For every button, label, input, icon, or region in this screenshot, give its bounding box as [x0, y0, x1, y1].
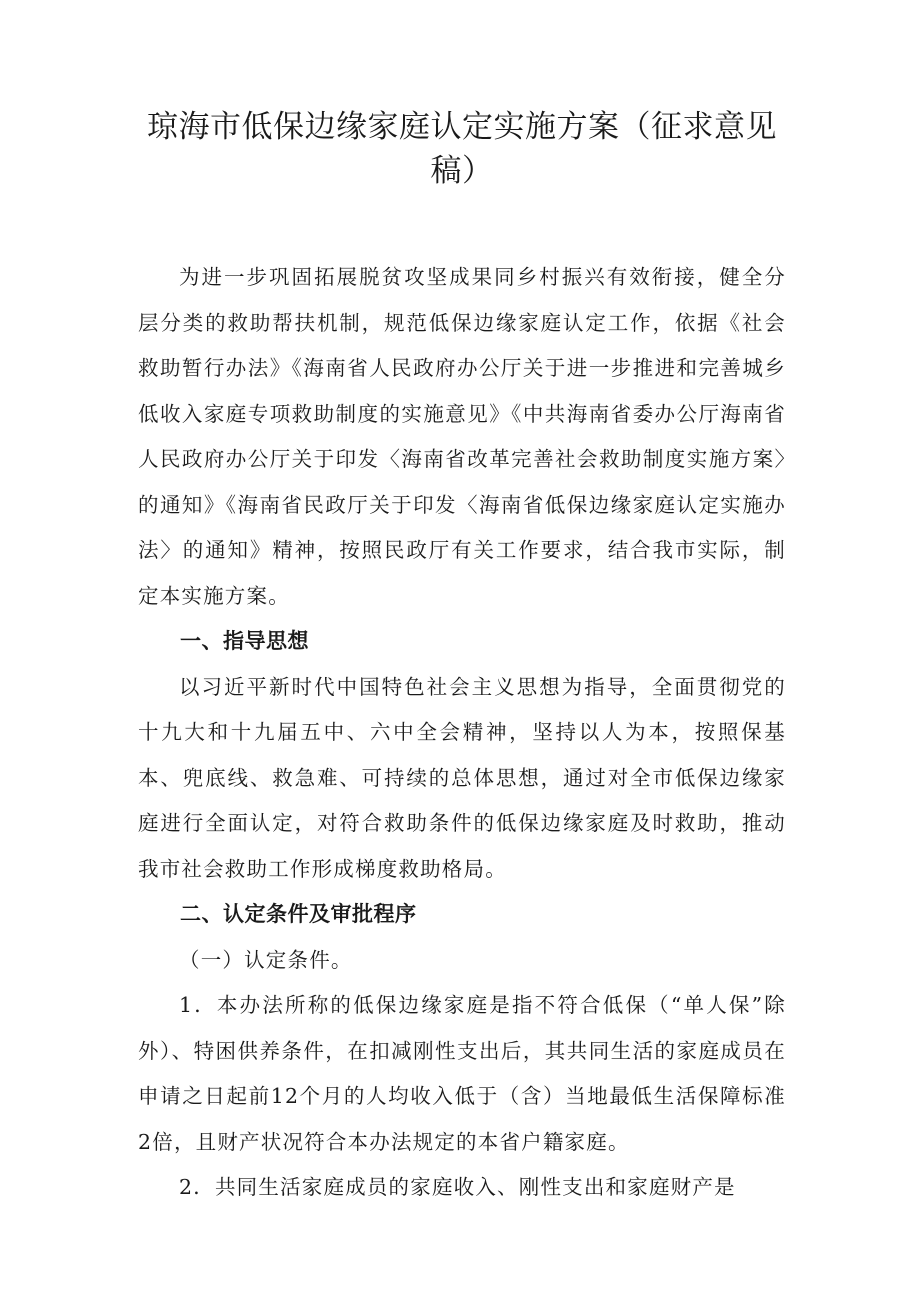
section-2-item-2: 2．共同生活家庭成员的家庭收入、刚性支出和家庭财产是 [179, 1175, 736, 1199]
section-2-item-1: 1．本办法所称的低保边缘家庭是指不符合低保（“单人保”除外）、特困供养条件，在扣减刚性支出后，其共同生活的家庭成员在申请之日起前12个月的人均收入低于（含）当地最低生活保障标准2倍，且财产状况符合本办法规定的本省户籍家庭。 [138, 993, 786, 1154]
section-2-subheading: （一）认定条件。 [179, 947, 353, 972]
document-title: 琼海市低保边缘家庭认定实施方案（征求意见稿） [147, 109, 777, 189]
intro-paragraph: 为进一步巩固拓展脱贫攻坚成果同乡村振兴有效衔接，健全分层分类的救助帮扶机制，规范低保边缘家庭认定工作，依据《社会救助暂行办法》《海南省人民政府办公厅关于进一步推进和完善城乡低收入家庭专项救助制度的实施意见》《中共海南省委办公厅海南省人民政府办公厅关于印发〈海南省改革完善社会救助制度实施方案〉的通知》《海南省民政厅关于印发〈海南省低保边缘家庭认定实施办法〉的通知》精神，按照民政厅有关工作要求，结合我市实际，制定本实施方案。 [138, 265, 786, 608]
section-1-heading: 一、指导思想 [180, 629, 309, 653]
section-2-heading: 二、认定条件及审批程序 [180, 902, 417, 926]
document-page [138, 105, 786, 1211]
section-1-paragraph: 以习近平新时代中国特色社会主义思想为指导，全面贯彻党的十九大和十九届五中、六中全会精神，坚持以人为本，按照保基本、兜底线、救急难、可持续的总体思想，通过对全市低保边缘家庭进行全面认定，对符合救助条件的低保边缘家庭及时救助，推动我市社会救助工作形成梯度救助格局。 [138, 674, 786, 881]
